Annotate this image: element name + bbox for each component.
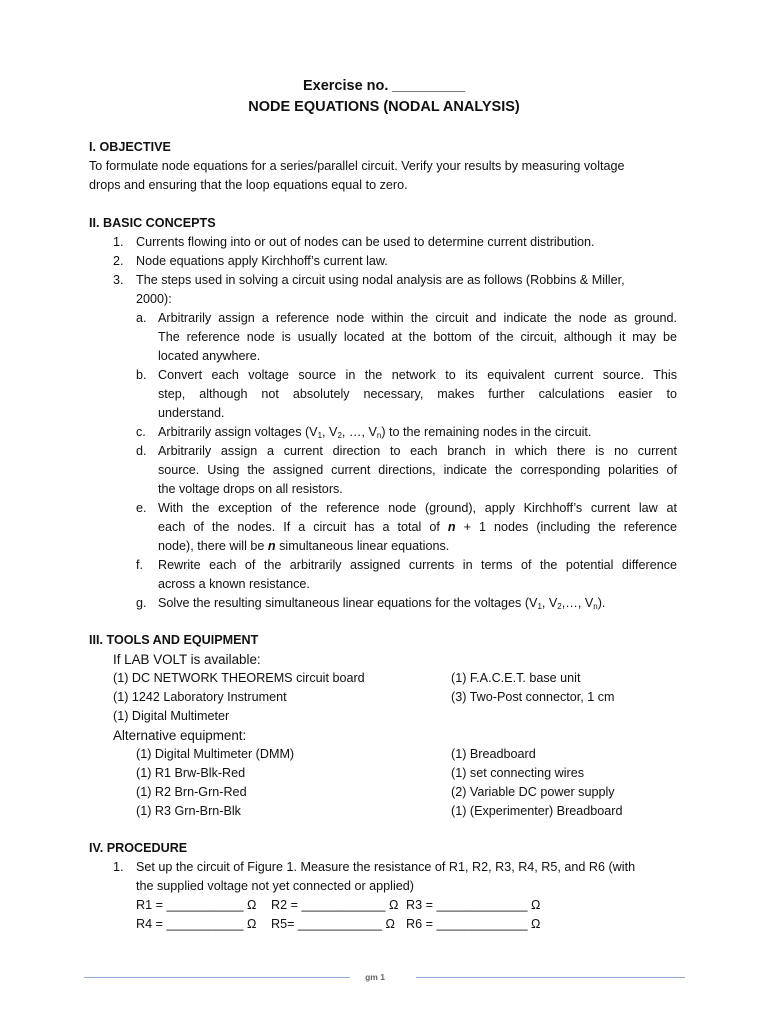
procedure-text: Set up the circuit of Figure 1. Measure the resistance of R1, R2, R3, R4, R5, and R6 (with [136,860,636,874]
resistance-blank-r2[interactable]: R2 = ____________ Ω [271,898,399,912]
footer-rule-right [416,977,685,978]
list-item-text: 2000): [136,292,172,306]
resistance-blank-r1[interactable]: R1 = ___________ Ω [136,898,257,912]
step-text: Arbitrarily assign voltages ($V_1$, $V_2$, …, $V_n$) to the remaining nodes in the circuit. [158,425,592,440]
step-letter: g. [136,596,147,610]
list-number: 2. [113,254,124,268]
step-letter: a. [136,311,147,325]
tools-heading: III. TOOLS AND EQUIPMENT [89,633,259,647]
list-number: 3. [113,273,124,287]
step-text: source. Using the assigned current directions, indicate the corresponding polarities of [158,463,677,477]
equipment-item: (1) set connecting wires [451,766,584,780]
resistance-blank-r5[interactable]: R5= ____________ Ω [271,917,395,931]
resistance-blank-r3[interactable]: R3 = _____________ Ω [406,898,541,912]
resistance-blank-r4[interactable]: R4 = ___________ Ω [136,917,257,931]
equipment-item: (1) Breadboard [451,747,536,761]
step-letter: e. [136,501,147,515]
equipment-item: (1) R3 Grn-Brn-Blk [136,804,241,818]
list-number: 1. [113,235,124,249]
equipment-item: (1) R1 Brw-Blk-Red [136,766,246,780]
step-text: located anywhere. [158,349,261,363]
step-letter: f. [136,558,143,572]
step-text: understand. [158,406,225,420]
page-title: NODE EQUATIONS (NODAL ANALYSIS) [248,99,520,115]
objective-text-line1: To formulate node equations for a series/parallel circuit. Verify your results by measuring voltage [89,159,625,173]
step-text: With the exception of the reference node (ground), apply Kirchhoff’s current law at [158,501,677,515]
step-text: across a known resistance. [158,577,310,591]
alternative-heading: Alternative equipment: [113,728,247,743]
objective-text-line2: drops and ensuring that the loop equations equal to zero. [89,178,408,192]
step-text: node), there will be n simultaneous linear equations. [158,539,450,553]
equipment-item: (1) (Experimenter) Breadboard [451,804,623,818]
step-text: step, although not absolutely necessary, makes further calculations easier to [158,387,677,401]
list-item-text: The steps used in solving a circuit using nodal analysis are as follows (Robbins & Miller, [136,273,625,287]
equipment-item: (3) Two-Post connector, 1 cm [451,690,615,704]
equipment-item: (1) F.A.C.E.T. base unit [451,671,581,685]
equipment-item: (1) Digital Multimeter (DMM) [136,747,295,761]
step-text: Arbitrarily assign a current direction to each branch in which there is no current [158,444,677,458]
procedure-heading: IV. PROCEDURE [89,841,188,855]
equipment-item: (1) Digital Multimeter [113,709,230,723]
step-text: the voltage drops on all resistors. [158,482,343,496]
equipment-item: (2) Variable DC power supply [451,785,615,799]
step-text: The reference node is usually located at the bottom of the circuit, although it may be [158,330,677,344]
procedure-text: the supplied voltage not yet connected or applied) [136,879,414,893]
step-text: each of the nodes. If a circuit has a total of n + 1 nodes (including the reference [158,520,678,534]
step-letter: d. [136,444,147,458]
equipment-item: (1) R2 Brn-Grn-Red [136,785,247,799]
step-letter: c. [136,425,146,439]
list-number: 1. [113,860,124,874]
step-text: Rewrite each of the arbitrarily assigned currents in terms of the potential difference [158,558,677,572]
footer-rule-left [84,977,350,978]
equipment-item: (1) 1242 Laboratory Instrument [113,690,287,704]
step-letter: b. [136,368,147,382]
list-item-text: Currents flowing into or out of nodes can be used to determine current distribution. [136,235,595,249]
list-item-text: Node equations apply Kirchhoff’s current law. [136,254,388,268]
basic-concepts-heading: II. BASIC CONCEPTS [89,216,216,230]
equipment-item: (1) DC NETWORK THEOREMS circuit board [113,671,365,685]
labvolt-heading: If LAB VOLT is available: [113,652,261,667]
step-text: Convert each voltage source in the network to its equivalent current source. This [158,368,677,382]
objective-heading: I. OBJECTIVE [89,140,171,154]
page-footer: gm 1 [365,972,385,982]
step-text: Solve the resulting simultaneous linear equations for the voltages ($V_1$, $V_2,\dots$, $V_n$). [158,596,606,611]
step-text: Arbitrarily assign a reference node within the circuit and indicate the node as ground. [158,311,677,325]
exercise-number: Exercise no. _________ [302,78,466,94]
resistance-blank-r6[interactable]: R6 = _____________ Ω [406,917,541,931]
